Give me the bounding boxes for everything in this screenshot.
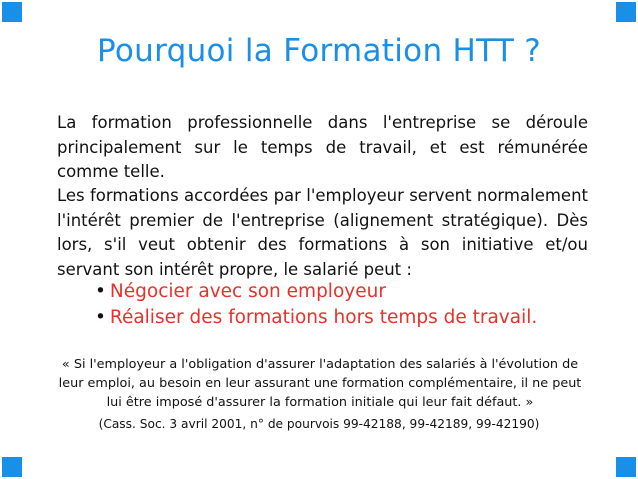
bullet-item-outside-hours (95, 305, 615, 331)
corner-square-top-left (2, 2, 22, 22)
bullet-item-negotiate (95, 279, 615, 305)
bullet-dot-icon: • (95, 281, 106, 302)
paragraph-employer-training: Les formations accordées par l'employeur servent normalement l'intérêt premier de l'entreprise (alignement stratégique). Dès lors, s'il veut obtenir des formations à son initiative et/ou servant son intérêt propre, le salarié peut : (57, 186, 588, 279)
bullet-text: Négocier avec son employeur (109, 281, 386, 302)
slide-title: Pourquoi la Formation HTT ? (97, 33, 541, 69)
court-quote: « Si l'employeur a l'obligation d'assurer l'adaptation des salariés à l'évolution de leur emploi, au besoin en leur assurant une formation complémentaire, il ne peut lui être imposé d'assurer la formation initiale qui leur fait défaut. » (58, 357, 582, 410)
corner-square-bottom-right (616, 457, 636, 477)
corner-square-top-right (616, 2, 636, 22)
bullet-dot-icon: • (95, 307, 106, 328)
corner-square-bottom-left (2, 457, 22, 477)
paragraph-intro: La formation professionnelle dans l'entreprise se déroule principalement sur le temps de travail, et est rémunérée comme telle. (57, 113, 588, 181)
bullet-list (95, 279, 615, 331)
court-reference: (Cass. Soc. 3 avril 2001, n° de pourvois 99-42188, 99-42189, 99-42190) (98, 417, 540, 431)
bullet-text: Réaliser des formations hors temps de travail. (109, 307, 538, 328)
